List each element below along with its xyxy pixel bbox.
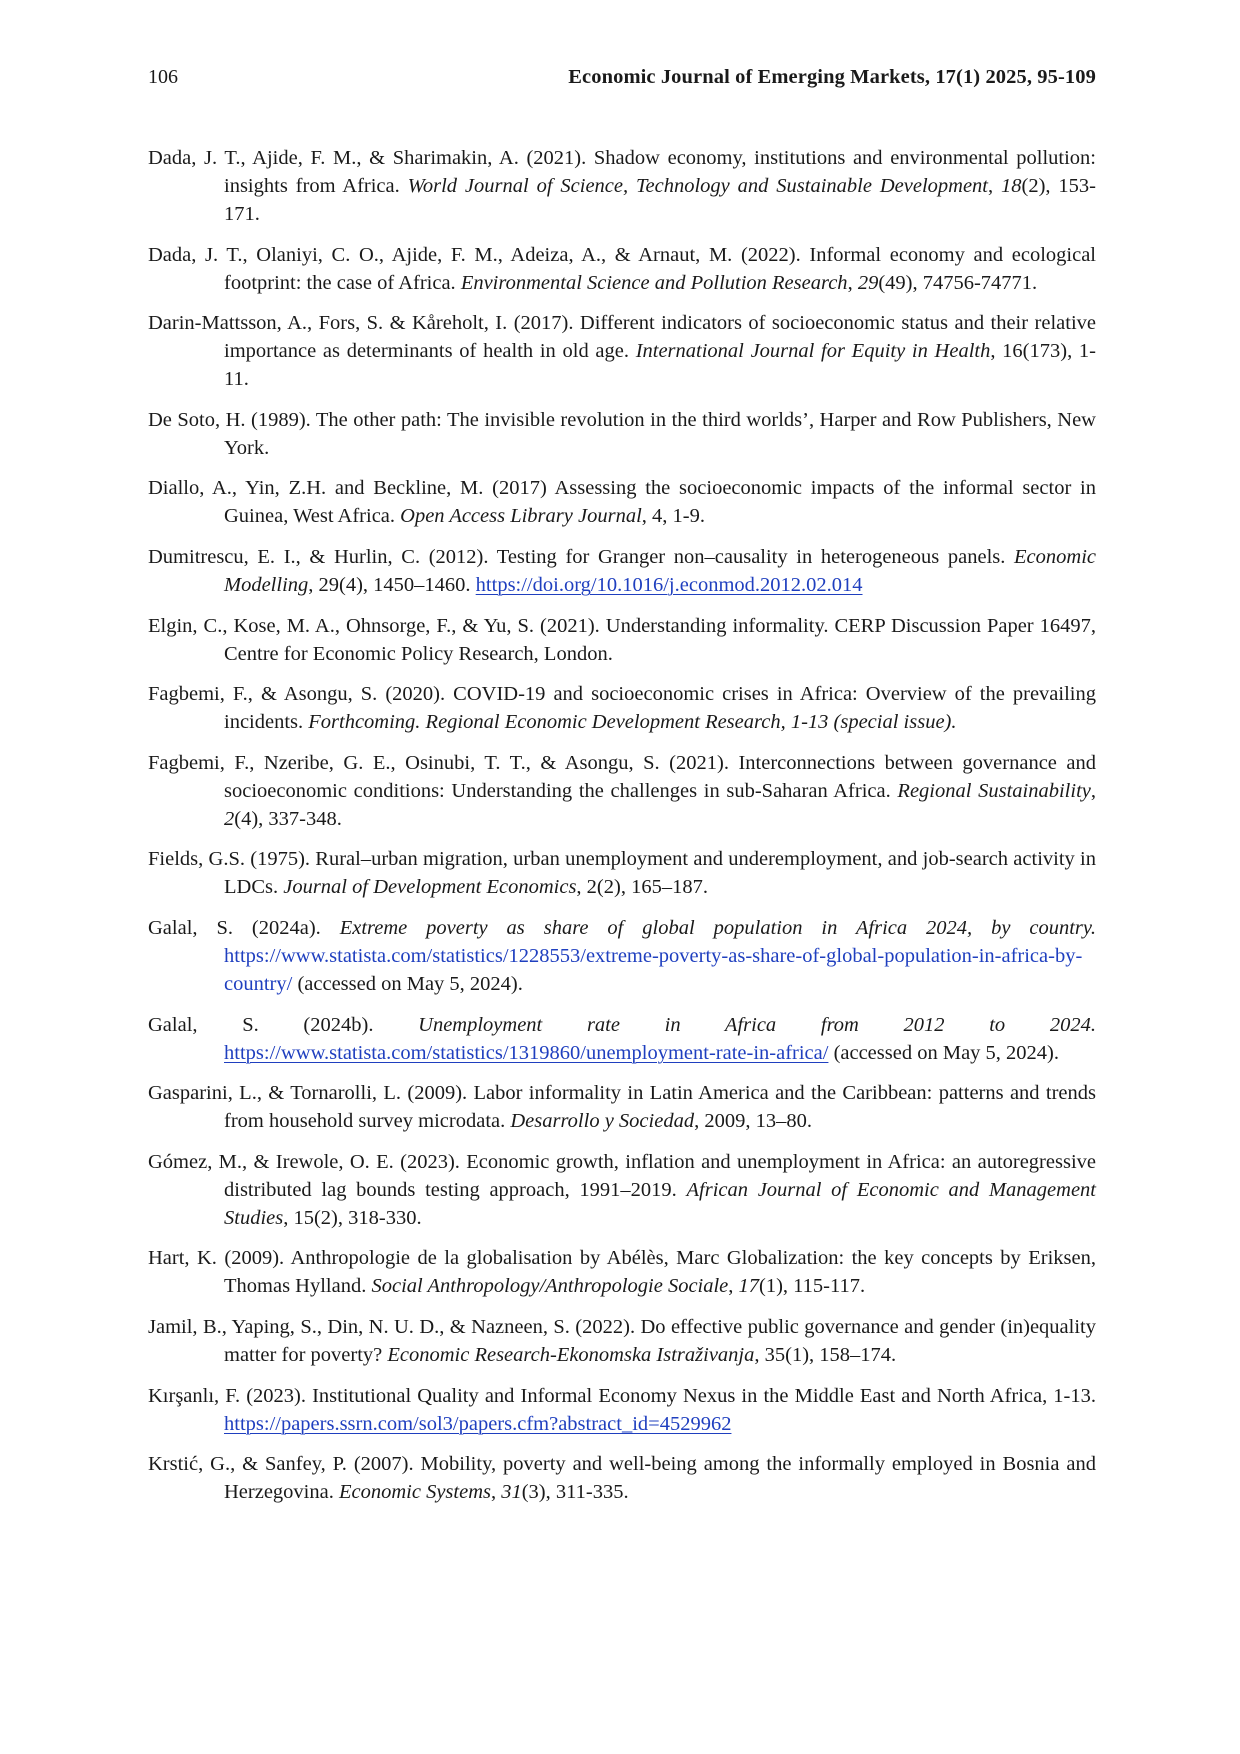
reference-text: Dada, J. T., Ajide, F. M., & Sharimakin, A. (2021). Shadow economy, institutions and environmental pollution: insights from Africa. (148, 147, 1096, 197)
reference-text: Dumitrescu, E. I., & Hurlin, C. (2012). Testing for Granger non–causality in heterogeneous panels. (148, 545, 1015, 568)
reference-entry (148, 543, 1096, 599)
reference-source-italic: Economic Modelling (224, 545, 1096, 596)
reference-text: , 35(1), 158–174. (754, 1343, 897, 1366)
reference-text: , 16(173), 1-11. (224, 340, 1096, 391)
reference-entry (148, 241, 1096, 297)
reference-text: Jamil, B., Yaping, S., Din, N. U. D., & Nazneen, S. (2022). Do effective public governance and gender (in)equality matter for poverty? (148, 1315, 1096, 1366)
reference-source-italic: 18 (1001, 175, 1022, 197)
reference-source-italic: African Journal of Economic and Management Studies (224, 1178, 1096, 1229)
reference-source-italic: Social Anthropology/Anthropologie Sociale (371, 1275, 729, 1298)
reference-source-italic: Environmental Science and Pollution Research (460, 271, 848, 294)
reference-link[interactable]: https://www.statista.com/statistics/1319860/unemployment-rate-in-africa/ (224, 1041, 829, 1064)
reference-entry (148, 406, 1096, 462)
reference-text: (3), 311-335. (521, 1481, 629, 1504)
reference-text: , (847, 271, 858, 294)
reference-entry (148, 845, 1096, 901)
reference-link[interactable]: https://doi.org/10.1016/j.econmod.2012.02.014 (475, 573, 863, 596)
reference-text: , (490, 1481, 502, 1504)
reference-entry (148, 309, 1096, 393)
reference-text: , (988, 175, 1002, 197)
reference-text: , 2009, 13–80. (694, 1110, 812, 1133)
reference-text: Galal, S. (2024b). (148, 1013, 419, 1036)
reference-text: (2), 153-171. (224, 175, 1097, 225)
reference-text: Gasparini, L., & Tornarolli, L. (2009). Labor informality in Latin America and the Caribbean: patterns and trends from household survey microdata. (148, 1082, 1096, 1133)
reference-entry (148, 474, 1096, 530)
reference-text: , 4, 1-9. (641, 505, 705, 528)
reference-source-italic: 29 (857, 271, 879, 294)
reference-source-italic: World Journal of Science, Technology and Sustainable Development (407, 175, 988, 197)
reference-text: , 2(2), 165–187. (576, 876, 708, 899)
reference-text: Fagbemi, F., & Asongu, S. (2020). COVID-19 and socioeconomic crises in Africa: Overview of the prevailing incidents. (148, 683, 1096, 734)
reference-source-italic: Extreme poverty as share of global population in Africa 2024, by country. (339, 916, 1096, 939)
reference-list (148, 144, 1096, 1519)
reference-text: , (1090, 779, 1096, 802)
reference-text: (4), 337-348. (234, 807, 342, 830)
reference-source-italic: Forthcoming. Regional Economic Development Research, 1-13 (special issue). (308, 711, 957, 734)
reference-source-italic: Open Access Library Journal (400, 505, 642, 528)
reference-source-italic: 2 (224, 807, 235, 830)
reference-text: (accessed on May 5, 2024). (828, 1041, 1059, 1064)
reference-text: (1), 115-117. (759, 1275, 866, 1298)
reference-entry (148, 1382, 1096, 1438)
reference-text: (49), 74756-74771. (878, 271, 1038, 294)
reference-link[interactable]: https://papers.ssrn.com/sol3/papers.cfm?abstract_id=4529962 (224, 1412, 732, 1435)
reference-text: Fields, G.S. (1975). Rural–urban migration, urban unemployment and underemployment, and job-search activity in LDCs. (148, 848, 1096, 899)
reference-entry (148, 612, 1096, 668)
reference-text: Diallo, A., Yin, Z.H. and Beckline, M. (2017) Assessing the socioeconomic impacts of the informal sector in Guinea, West Africa. (148, 477, 1096, 528)
reference-source-italic: Unemployment rate in Africa from 2012 to 2024. (418, 1013, 1096, 1036)
reference-text: , (728, 1275, 739, 1298)
reference-text: Fagbemi, F., Nzeribe, G. E., Osinubi, T. T., & Asongu, S. (2021). Interconnections between governance and socioeconomic conditions: Understanding the challenges in sub-Saharan Africa. (148, 751, 1096, 802)
reference-text: Kırşanlı, F. (2023). Institutional Quality and Informal Economy Nexus in the Middle East and North Africa, 1-13. (148, 1384, 1096, 1407)
reference-text: Darin-Mattsson, A., Fors, S. & Kåreholt, I. (2017). Different indicators of socioeconomic status and their relative importance as determinants of health in old age. (148, 312, 1096, 363)
reference-text: Hart, K. (2009). Anthropologie de la globalisation by Abélès, Marc Globalization: the key concepts by Eriksen, Thomas Hylland. (148, 1247, 1096, 1298)
reference-entry (148, 1450, 1096, 1506)
reference-entry (148, 749, 1096, 833)
reference-text: Krstić, G., & Sanfey, P. (2007). Mobility, poverty and well-being among the informally employed in Bosnia and Herzegovina. (148, 1453, 1096, 1504)
reference-source-italic: International Journal for Equity in Health (635, 340, 991, 363)
reference-source-italic: Desarrollo y Sociedad (510, 1110, 695, 1133)
reference-entry (148, 680, 1096, 736)
reference-link[interactable]: https://www.statista.com/statistics/1228553/extreme-poverty-as-share-of-global-population-in-africa-by-country/ (224, 944, 1083, 995)
page-number: 106 (148, 66, 178, 88)
reference-text: , 29(4), 1450–1460. (308, 573, 476, 596)
reference-source-italic: Regional Sustainability (897, 779, 1091, 802)
reference-text: , 15(2), 318-330. (283, 1206, 422, 1229)
reference-entry (148, 1079, 1096, 1135)
page-header (148, 66, 1096, 106)
reference-entry (148, 1244, 1096, 1300)
reference-source-italic: Economic Systems (338, 1481, 491, 1504)
reference-entry (148, 914, 1096, 998)
reference-text: Dada, J. T., Olaniyi, C. O., Ajide, F. M., Adeiza, A., & Arnaut, M. (2022). Informal economy and ecological footprint: the case of Africa. (148, 243, 1096, 294)
reference-text: (accessed on May 5, 2024). (292, 972, 523, 995)
reference-entry (148, 1148, 1096, 1232)
reference-entry (148, 1011, 1096, 1067)
reference-text: Galal, S. (2024a). (148, 916, 340, 939)
reference-source-italic: Economic Research-Ekonomska Istraživanja (387, 1343, 755, 1366)
journal-title: Economic Journal of Emerging Markets, 17(1) 2025, 95-109 (568, 66, 1096, 88)
reference-entry (148, 1313, 1096, 1369)
reference-text: Elgin, C., Kose, M. A., Ohnsorge, F., & Yu, S. (2021). Understanding informality. CERP Discussion Paper 16497, Centre for Economic Policy Research, London. (148, 614, 1096, 665)
reference-source-italic: Journal of Development Economics (283, 876, 577, 899)
reference-text: De Soto, H. (1989). The other path: The invisible revolution in the third worlds’, Harper and Row Publishers, New York. (148, 408, 1096, 459)
reference-source-italic: 17 (738, 1275, 760, 1298)
reference-source-italic: 31 (501, 1481, 522, 1504)
reference-text: Gómez, M., & Irewole, O. E. (2023). Economic growth, inflation and unemployment in Africa: an autoregressive distributed lag bounds testing approach, 1991–2019. (148, 1150, 1096, 1201)
reference-entry (148, 144, 1096, 228)
